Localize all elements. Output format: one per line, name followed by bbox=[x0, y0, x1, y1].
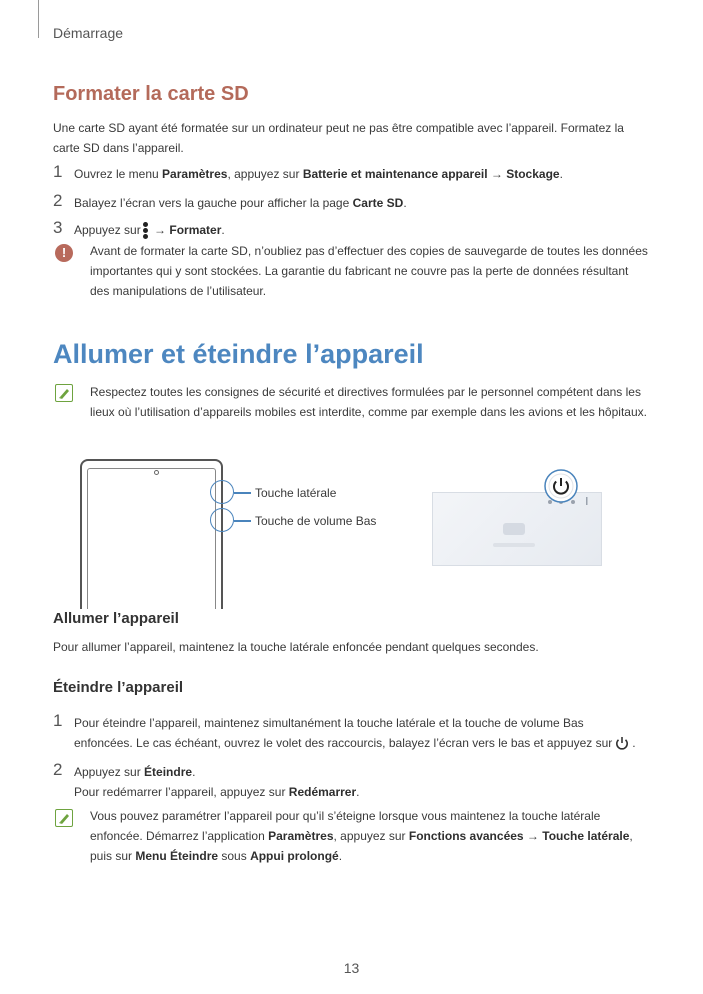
step-number: 1 bbox=[53, 162, 63, 181]
format-warning-text: Avant de formater la carte SD, n’oubliez pas d’effectuer des copies de sauvegarde de toutes les données importantes qui y sont stockées. La garantie du fabricant ne couvre pas la perte de données résultant des manipulations de l’utilisateur. bbox=[90, 244, 648, 298]
camera-icon bbox=[154, 470, 159, 475]
power-off-title: Éteindre l’appareil bbox=[53, 679, 184, 696]
side-key-marker bbox=[210, 480, 234, 504]
tablet-screen bbox=[87, 468, 216, 609]
side-key-leader-line bbox=[234, 492, 251, 494]
volume-down-label: Touche de volume Bas bbox=[255, 514, 377, 528]
more-options-icon bbox=[143, 222, 148, 238]
volume-down-leader-line bbox=[234, 520, 251, 522]
format-step-3: Appuyez sur → Formater. bbox=[74, 223, 225, 237]
power-button-icon bbox=[543, 468, 579, 504]
power-off-step-1: Pour éteindre l’appareil, maintenez simultanément la touche latérale et la touche de volume Bas enfoncées. Le cas échéant, ouvrez le volet des raccourcis, balayez l’écran vers le bas et appuyez sur . bbox=[74, 713, 659, 757]
note-icon bbox=[55, 809, 73, 827]
side-key-setting-note: Vous pouvez paramétrer l’appareil pour qu’il s’éteigne lorsque vous maintenez la touche latérale enfoncée. Démarrez l’application Paramètres, appuyez sur Fonctions avancées → Touche latérale, puis sur Menu Éteindre sous Appui prolongé. bbox=[90, 809, 633, 863]
warning-icon: ! bbox=[55, 244, 73, 262]
page-number: 13 bbox=[343, 960, 360, 976]
format-sd-title: Formater la carte SD bbox=[53, 83, 249, 105]
step-number: 2 bbox=[53, 760, 63, 779]
side-key-label: Touche latérale bbox=[255, 486, 337, 500]
step-number: 2 bbox=[53, 191, 63, 210]
format-sd-intro: Une carte SD ayant été formatée sur un ordinateur peut ne pas être compatible avec l’appareil. Formatez la carte SD dans l’appareil. bbox=[53, 121, 624, 155]
power-icon bbox=[614, 735, 630, 757]
format-step-2: Balayez l’écran vers la gauche pour afficher la page Carte SD. bbox=[74, 196, 407, 210]
header-rule bbox=[38, 0, 39, 38]
section-header: Démarrage bbox=[53, 25, 124, 41]
format-step-1: Ouvrez le menu Paramètres, appuyez sur Batterie et maintenance appareil → Stockage. bbox=[74, 167, 563, 181]
step-number: 3 bbox=[53, 218, 63, 237]
power-section-title: Allumer et éteindre l’appareil bbox=[53, 339, 424, 369]
power-on-text: Pour allumer l’appareil, maintenez la touche latérale enfoncée pendant quelques secondes. bbox=[53, 640, 539, 654]
power-off-step-2: Appuyez sur Éteindre. Pour redémarrer l’appareil, appuyez sur Redémarrer. bbox=[74, 765, 360, 799]
power-on-title: Allumer l’appareil bbox=[53, 610, 179, 627]
note-icon bbox=[55, 384, 73, 402]
tablet-illustration bbox=[80, 459, 223, 609]
volume-down-marker bbox=[210, 508, 234, 532]
step-number: 1 bbox=[53, 711, 63, 730]
safety-note-text: Respectez toutes les consignes de sécurité et directives formulées par le personnel compétent dans les lieux où l’utilisation d’appareils mobiles est interdite, comme par exemple dans les avions et les hôpitaux. bbox=[90, 385, 647, 419]
